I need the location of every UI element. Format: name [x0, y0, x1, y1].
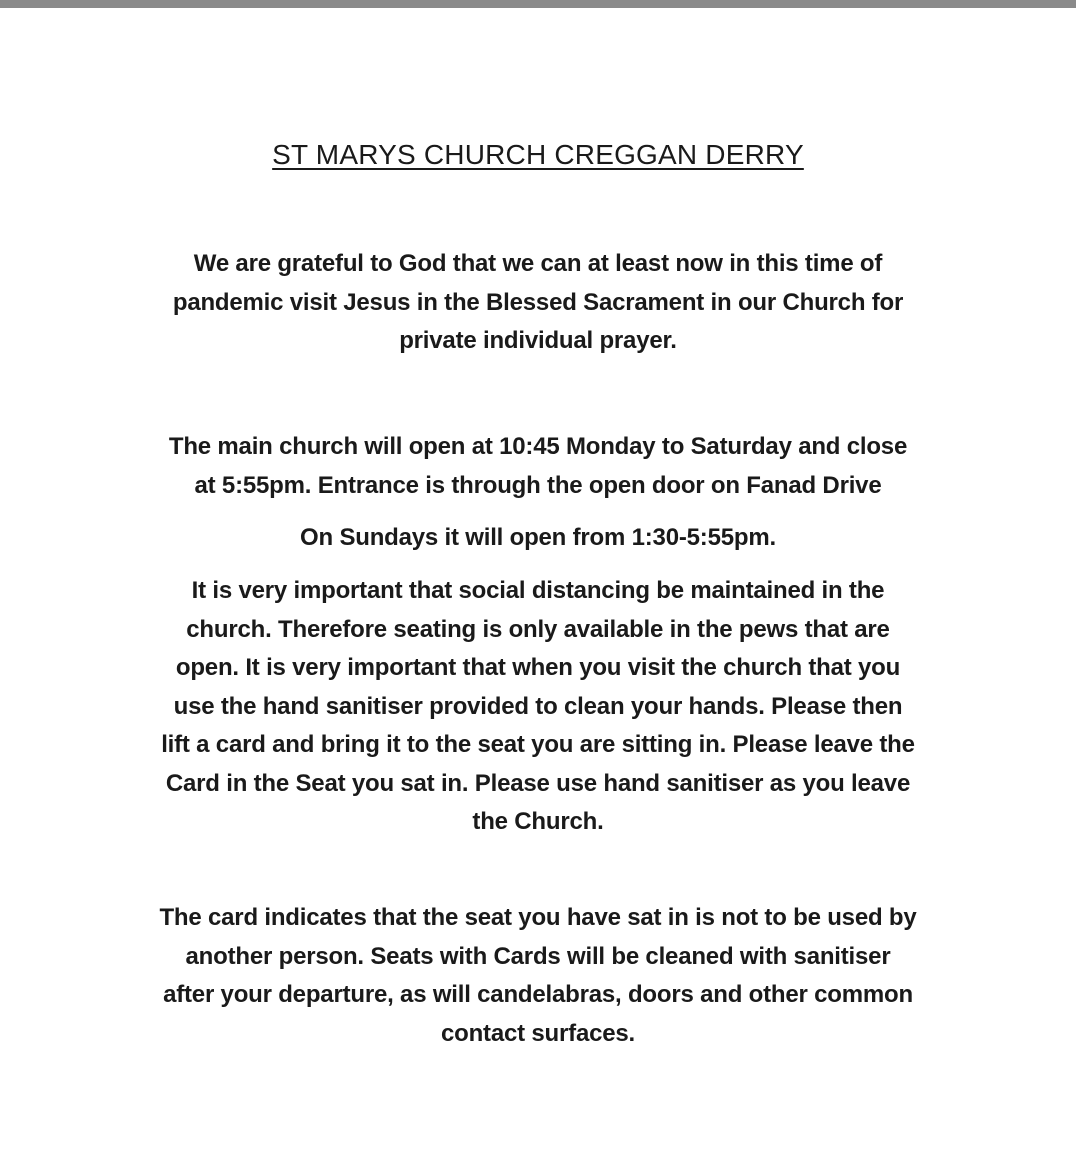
intro-line: We are grateful to God that we can at least now in this time of — [193, 250, 883, 277]
notice-title-text: ST MARYS CHURCH CREGGAN DERRY — [272, 139, 804, 170]
distancing-line: use the hand sanitiser provided to clean your hands. Please then — [173, 692, 903, 720]
intro-line: pandemic visit Jesus in the Blessed Sacrament in our Church for — [172, 288, 904, 316]
intro-line: private individual prayer. — [399, 327, 677, 354]
card-info-line: another person. Seats with Cards will be cleaned with sanitiser — [185, 942, 891, 970]
distancing-paragraph — [0, 572, 1076, 842]
distancing-line: the Church. — [472, 808, 604, 835]
notice-title — [0, 136, 1076, 174]
intro-paragraph — [0, 245, 1076, 361]
sunday-hours-paragraph — [0, 519, 1076, 558]
card-info-line: contact surfaces. — [440, 1019, 635, 1047]
card-info-line: after your departure, as will candelabras, doors and other common — [163, 981, 913, 1008]
distancing-line: It is very important that social distancing be maintained in the — [191, 577, 885, 604]
distancing-line: open. It is very important that when you visit the church that you — [175, 654, 901, 681]
distancing-line: Card in the Seat you sat in. Please use hand sanitiser as you leave — [165, 769, 911, 797]
distancing-line: lift a card and bring it to the seat you are sitting in. Please leave the — [161, 731, 915, 758]
card-info-paragraph — [0, 899, 1076, 1053]
distancing-line: church. Therefore seating is only available in the pews that are — [186, 615, 890, 643]
opening-hours-paragraph — [0, 428, 1076, 505]
opening-hours-line: at 5:55pm. Entrance is through the open door on Fanad Drive — [194, 471, 882, 499]
card-info-line: The card indicates that the seat you have sat in is not to be used by — [159, 904, 917, 931]
sunday-hours-line: On Sundays it will open from 1:30-5:55pm. — [300, 524, 776, 551]
opening-hours-line: The main church will open at 10:45 Monday to Saturday and close — [168, 433, 908, 460]
